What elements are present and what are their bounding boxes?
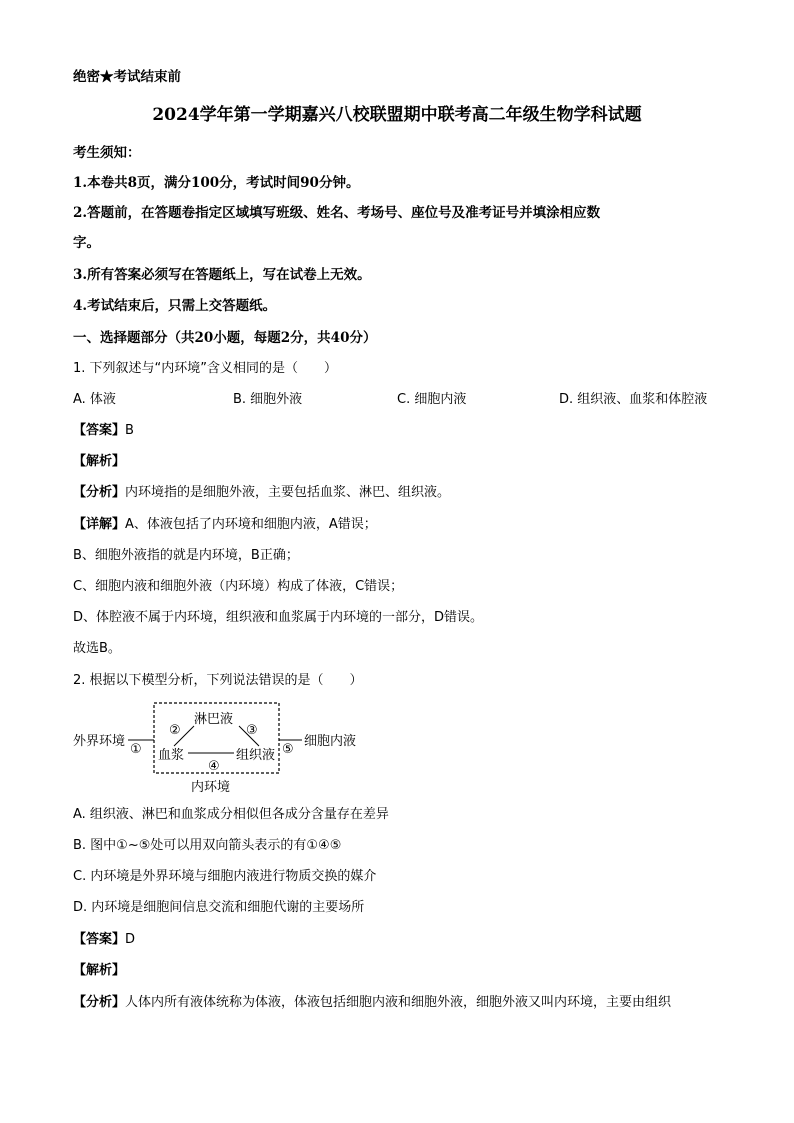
q2-option-d: D. 内环境是细胞间信息交流和细胞代谢的主要场所 xyxy=(73,900,365,915)
notice-item-2: 2.答题前，在答题卷指定区域填写班级、姓名、考场号、座位号及准考证号并填涂相应数 xyxy=(73,205,601,221)
answer-tag: 【答案】 xyxy=(73,423,126,438)
answer-tag: 【答案】 xyxy=(73,932,126,947)
secret-label: 绝密★考试结束前 xyxy=(73,69,181,85)
q1-answer: B xyxy=(125,423,134,438)
marker-3: ③ xyxy=(246,723,258,738)
marker-2: ② xyxy=(169,723,181,738)
q2-option-b: B. 图中①~⑤处可以用双向箭头表示的有①④⑤ xyxy=(73,838,342,853)
notice-item-4: 4.考试结束后，只需上交答题纸。 xyxy=(73,298,277,314)
q2-option-a: A. 组织液、淋巴和血浆成分相似但各成分含量存在差异 xyxy=(73,807,389,822)
q1-xiangjie-3: C、细胞内液和细胞外液（内环境）构成了体液，C错误； xyxy=(73,579,404,594)
notice-heading: 考生须知： xyxy=(73,145,141,161)
section-title: 一、选择题部分（共20小题，每题2分，共40分） xyxy=(73,330,377,346)
q2-fenxi: 人体内所有液体统称为体液，体液包括细胞内液和细胞外液，细胞外液又叫内环境，主要由组织 xyxy=(125,995,672,1010)
notice-item-3: 3.所有答案必须写在答题纸上，写在试卷上无效。 xyxy=(73,267,371,283)
q1-conclusion: 故选B。 xyxy=(73,641,121,656)
q1-analysis-tag: 【解析】 xyxy=(73,454,126,469)
q1-xiangjie-1: A、体液包括了内环境和细胞内液，A错误； xyxy=(125,517,377,532)
q1-xiangjie-line xyxy=(73,516,377,534)
q2-answer: D xyxy=(125,932,136,947)
marker-1: ① xyxy=(130,742,142,757)
label-tissue-fluid: 组织液 xyxy=(236,748,276,763)
q1-answer-line xyxy=(73,422,134,440)
notice-item-2-cont: 字。 xyxy=(73,235,100,251)
q2-diagram xyxy=(70,698,370,798)
q2-option-c: C. 内环境是外界环境与细胞内液进行物质交换的媒介 xyxy=(73,869,377,884)
q1-option-d: D. 组织液、血浆和体腔液 xyxy=(559,392,708,407)
marker-4: ④ xyxy=(208,759,220,774)
fenxi-tag: 【分析】 xyxy=(73,485,126,500)
q1-xiangjie-2: B、细胞外液指的就是内环境，B正确； xyxy=(73,548,299,563)
q2-stem: 2. 根据以下模型分析，下列说法错误的是（ ） xyxy=(73,673,363,688)
label-lymph: 淋巴液 xyxy=(194,712,234,727)
label-cell-fluid: 细胞内液 xyxy=(304,734,357,749)
q1-fenxi: 内环境指的是细胞外液，主要包括血浆、淋巴、组织液。 xyxy=(125,485,451,500)
xiangjie-tag: 【详解】 xyxy=(73,517,126,532)
q1-option-c: C. 细胞内液 xyxy=(397,392,467,407)
label-outer-env: 外界环境 xyxy=(73,734,126,749)
q1-xiangjie-4: D、体腔液不属于内环境，组织液和血浆属于内环境的一部分，D错误。 xyxy=(73,610,484,625)
exam-title: 2024学年第一学期嘉兴八校联盟期中联考高二年级生物学科试题 xyxy=(152,105,642,125)
q1-option-a: A. 体液 xyxy=(73,392,116,407)
q1-option-b: B. 细胞外液 xyxy=(233,392,303,407)
notice-item-1: 1.本卷共8页，满分100分，考试时间90分钟。 xyxy=(73,175,360,191)
q2-answer-line xyxy=(73,931,135,949)
fenxi-tag: 【分析】 xyxy=(73,995,126,1010)
marker-5: ⑤ xyxy=(282,742,294,757)
label-inner-env: 内环境 xyxy=(191,780,231,795)
label-plasma: 血浆 xyxy=(158,748,185,763)
q2-analysis-tag: 【解析】 xyxy=(73,963,126,978)
q1-stem: 1. 下列叙述与“内环境”含义相同的是（ ） xyxy=(73,361,338,376)
q1-fenxi-line xyxy=(73,484,450,502)
q2-fenxi-line xyxy=(73,994,671,1012)
